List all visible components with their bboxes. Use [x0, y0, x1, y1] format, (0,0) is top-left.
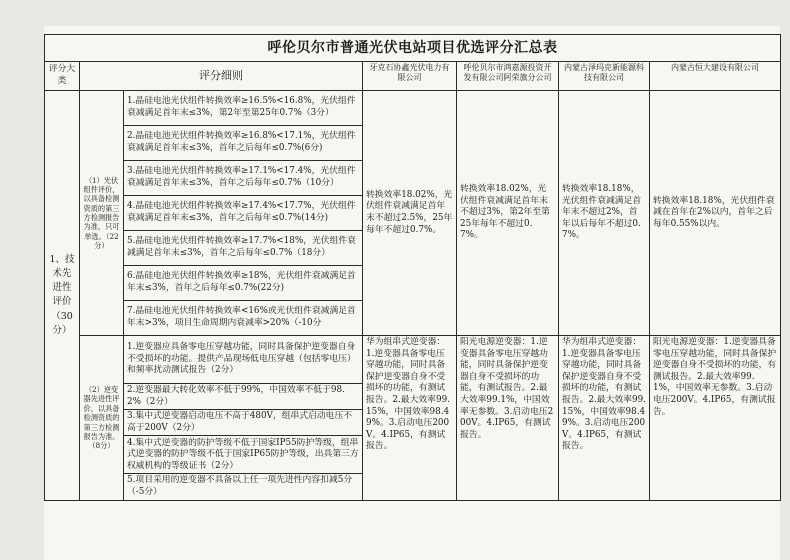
pv-response-company-3: 转换效率18.18%，光伏组件衰减满足首年末不超过2%，首年以后每年不超过0.7%。 [559, 91, 650, 336]
pv-item-7: 7.晶硅电池光伏组件转换效率<16%或光伏组件衰减满足首年末>3%，项目生命周期内衰减率>20%（-10分 [124, 301, 363, 336]
pv-response-company-4: 转换效率18.18%，光伏组件衰减在首年在2%以内，首年之后每年0.55%以内。 [650, 91, 781, 336]
inverter-item-1: 1.逆变器应具备零电压穿越功能，同时具备保护逆变器自身不受损坏的功能。提供产品现场低电压穿越（包括零电压）和频率扰动测试报告（2分） [124, 336, 363, 384]
pv-item-3: 3.晶硅电池光伏组件转换效率≥17.1%<17.4%，光伏组件衰减满足首年末≤3%，首年之后每年≤0.7%（10分） [124, 161, 363, 196]
group-pv-module-label: （1）光伏组件评价，以具备检测资质的第三方检测报告为准，只可单选。（22分） [80, 91, 124, 336]
pv-response-company-2: 转换效率18.02%，光伏组件衰减满足首年末不超过3%，第2年至第25年每年不超过0.7%。 [457, 91, 559, 336]
group-inverter-label: （2）逆变器先进性评价，以具备检测资质的第三方检测报告为准。（8分） [80, 336, 124, 501]
inverter-response-company-2: 阳光电源逆变器：1.逆变器具备零电压穿越功能，同时具备保护逆变器自身不受损坏的功能，有测试报告。2.最大效率99.1%，中国效率无参数。3.启动电压200V。4.IP65，有测试报告。 [457, 336, 559, 501]
pv-item-1: 1.晶硅电池光伏组件转换效率≥16.5%<16.8%，光伏组件衰减满足首年末≤3%，第2年至第25年0.7%（3分） [124, 91, 363, 126]
document-sheet [44, 26, 780, 560]
table-title: 呼伦贝尔市普通光伏电站项目优选评分汇总表 [45, 35, 781, 62]
pv-item-4: 4.晶硅电池光伏组件转换效率≥17.4%<17.7%，光伏组件衰减满足首年末≤3%，首年之后每年≤0.7%(14分) [124, 196, 363, 231]
inverter-item-5: 5.项目采用的逆变器不具备以上任一项先进性内容扣减5分（-5分） [124, 474, 363, 500]
header-category: 评分大类 [45, 62, 80, 91]
inverter-item-3: 3.集中式逆变器启动电压不高于480V，组串式启动电压不高于200V（2分） [124, 410, 363, 436]
inverter-response-company-3: 华为组串式逆变器：1.逆变器具备零电压穿越功能，同时具备保护逆变器自身不受损坏的功能，有测试报告。2.最大效率99.15%，中国效率98.49%。3.启动电压200V。4.IP65，有测试报告。 [559, 336, 650, 501]
header-company-4: 内蒙古恒大建设有限公司 [650, 62, 781, 91]
pv-response-company-1: 转换效率18.02%，光伏组件衰减满足首年末不超过2.5%，25年每年不超过0.7%。 [363, 91, 457, 336]
header-company-1: 牙克石协鑫光伏电力有限公司 [363, 62, 457, 91]
inverter-item-2: 2.逆变器最大转化效率不低于99%，中国效率不低于98.2%（2分） [124, 384, 363, 410]
pv-item-5: 5.晶硅电池光伏组件转换效率≥17.7%<18%，光伏组件衰减满足首年末≤3%，首年之后每年≤0.7%（18分） [124, 231, 363, 266]
inverter-item-4: 4.集中式逆变器的防护等级不低于国家IP55防护等级，组串式逆变器的防护等级不低于国家IP65防护等级，出具第三方权威机构的等级证书（2分） [124, 436, 363, 474]
category-tech-advance: 1、技术先进性评价（30分） [45, 91, 80, 501]
inverter-response-company-4: 阳光电源逆变器：1.逆变器具备零电压穿越功能，同时具备保护逆变器自身不受损坏的功能，有测试报告。2.最大效率99.1%，中国效率无参数。3.启动电压200V。4.IP65，有测试报告。 [650, 336, 781, 501]
score-table [44, 34, 781, 501]
inverter-response-company-1: 华为组串式逆变器：1.逆变器具备零电压穿越功能，同时具备保护逆变器自身不受损坏的功能，有测试报告。2.最大效率99.15%，中国效率98.49%。3.启动电压200V。4.IP65，有测试报告。 [363, 336, 457, 501]
pv-item-6: 6.晶硅电池光伏组件转换效率≥18%，光伏组件衰减满足首年末≤3%，首年之后每年≤0.7%(22分) [124, 266, 363, 301]
pv-item-2: 2.晶硅电池光伏组件转换效率≥16.8%<17.1%，光伏组件衰减满足首年末≤3%，首年之后每年≤0.7%(6分) [124, 126, 363, 161]
header-detail: 评分细则 [80, 62, 363, 91]
header-company-2: 呼伦贝尔市鸿嘉源投资开发有限公司阿荣旗分公司 [457, 62, 559, 91]
header-company-3: 内蒙古泽玛克新能源科技有限公司 [559, 62, 650, 91]
